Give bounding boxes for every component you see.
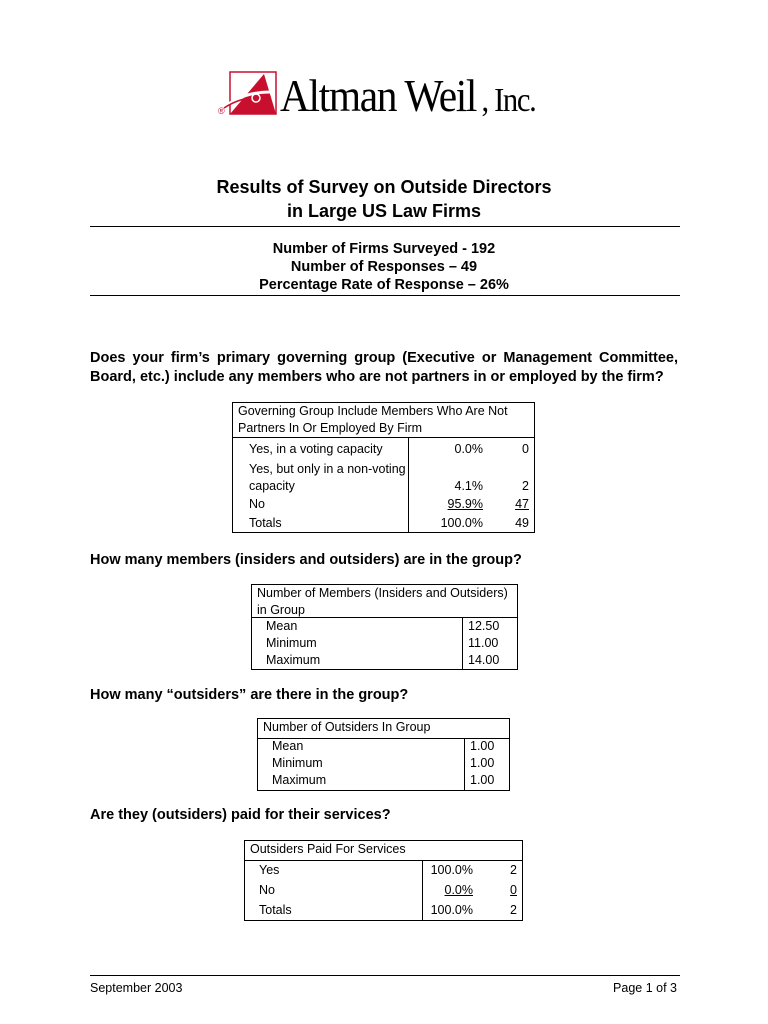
title-divider: [90, 226, 680, 227]
row-percent: 0.0%: [444, 883, 473, 897]
footer-divider: [90, 975, 680, 976]
row-count: 2: [510, 903, 517, 917]
row-count: 47: [515, 497, 529, 511]
page-title-line-1: Results of Survey on Outside Directors: [216, 177, 552, 197]
table-header: Number of Members (Insiders and Outsiders) in Group: [252, 585, 517, 618]
question-3: How many “outsiders” are there in the group?: [90, 687, 409, 703]
row-label: Mean: [272, 739, 304, 753]
row-count: 0: [522, 442, 529, 456]
logo-wordmark: [280, 68, 535, 129]
row-value: 11.00: [468, 636, 499, 650]
row-label: Yes, but only in a non-voting capacity: [249, 462, 406, 493]
row-count: 49: [515, 516, 529, 530]
row-label: Maximum: [266, 653, 321, 667]
footer-date: September 2003: [90, 981, 183, 995]
row-count: 2: [522, 479, 529, 493]
logo-name: Altman Weil: [280, 70, 477, 121]
logo-suffix: , Inc.: [481, 82, 536, 119]
company-logo: [218, 66, 588, 130]
row-percent: 4.1%: [454, 479, 483, 493]
page-title-line-2: in Large US Law Firms: [286, 201, 482, 221]
governing-group-table: [232, 402, 535, 533]
row-label: Totals: [259, 903, 292, 917]
row-label: Minimum: [272, 756, 323, 770]
row-label: Maximum: [272, 773, 327, 787]
row-value: 12.50: [468, 619, 500, 633]
row-label: Yes, in a voting capacity: [249, 442, 383, 456]
column-divider: [464, 738, 465, 790]
responses-count: Number of Responses – 49: [290, 259, 478, 275]
row-label: No: [259, 883, 275, 897]
row-value: 1.00: [470, 773, 495, 787]
row-label: Mean: [266, 619, 298, 633]
question-4: Are they (outsiders) paid for their services?: [90, 807, 391, 823]
row-label: No: [249, 497, 265, 511]
table-header: Outsiders Paid For Services: [245, 841, 522, 861]
row-label: Yes: [259, 863, 280, 877]
table-header: Governing Group Include Members Who Are Not Partners In Or Employed By Firm: [233, 403, 534, 438]
row-count: 0: [510, 883, 517, 897]
stats-divider: [90, 295, 680, 296]
column-divider: [462, 617, 463, 669]
row-count: 2: [510, 863, 517, 877]
question-1: Does your firm’s primary governing group (Executive or Management Committee, Board, etc.) include any members who are not partners in or employed by the firm?: [90, 350, 678, 385]
outsiders-table: [257, 718, 510, 791]
triangle-logo-icon: [218, 66, 280, 122]
table-row: [233, 461, 534, 497]
table-header: Number of Outsiders In Group: [258, 719, 509, 739]
members-table: [251, 584, 518, 670]
paid-services-table: [244, 840, 523, 921]
row-percent: 95.9%: [447, 497, 483, 511]
row-label: Minimum: [266, 636, 317, 650]
row-value: 1.00: [470, 739, 495, 753]
row-percent: 100.0%: [440, 516, 483, 530]
row-value: 1.00: [470, 756, 495, 770]
firms-surveyed: Number of Firms Surveyed - 192: [272, 241, 496, 257]
row-value: 14.00: [468, 653, 500, 667]
question-2: How many members (insiders and outsiders) are in the group?: [90, 552, 522, 568]
response-rate: Percentage Rate of Response – 26%: [259, 277, 509, 293]
row-percent: 100.0%: [430, 863, 473, 877]
registered-mark: ®: [218, 106, 225, 116]
row-percent: 0.0%: [454, 442, 483, 456]
row-percent: 100.0%: [430, 903, 473, 917]
footer-page-number: Page 1 of 3: [613, 981, 677, 995]
row-label: Totals: [249, 516, 282, 530]
